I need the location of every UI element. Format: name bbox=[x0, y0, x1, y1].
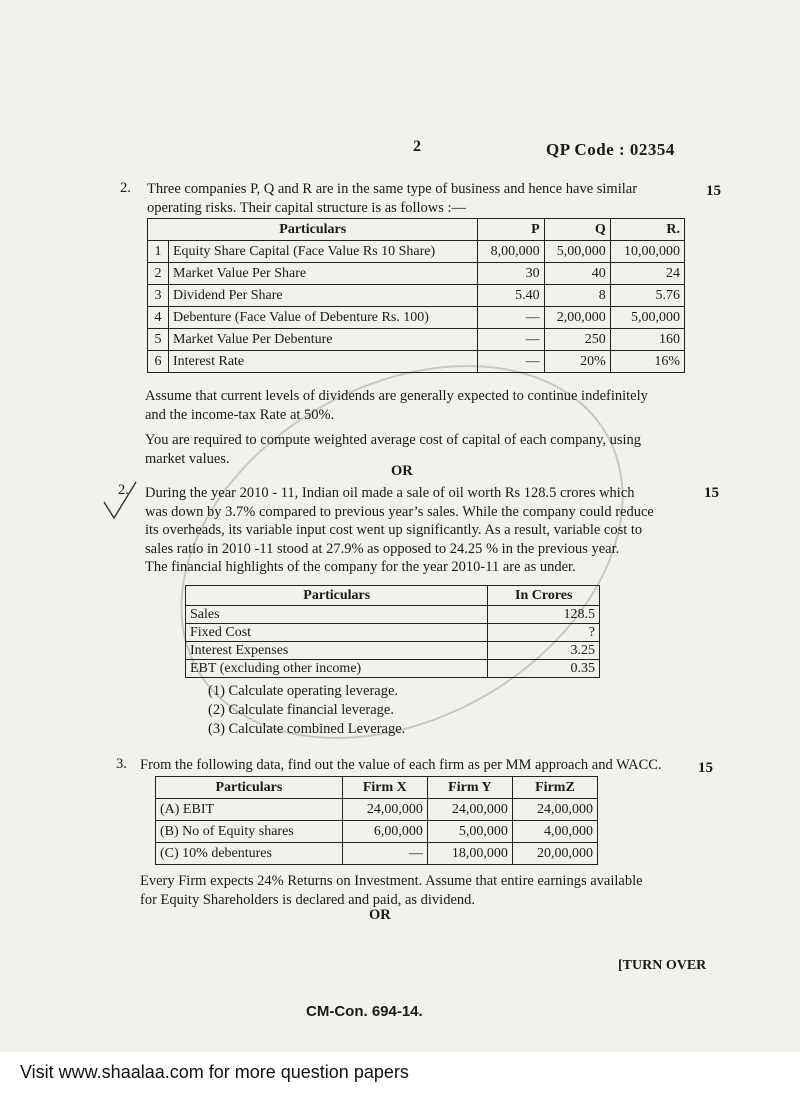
q2-required-line: market values. bbox=[145, 450, 230, 467]
table-row bbox=[148, 285, 685, 307]
q2-assume-line: Assume that current levels of dividends are generally expected to continue indefinitely bbox=[145, 388, 648, 404]
cell-firm-z: 24,00,000 bbox=[512, 799, 597, 821]
cell-r: 160 bbox=[610, 329, 684, 351]
q3-or: OR bbox=[369, 907, 391, 923]
q2-number: 2. bbox=[120, 180, 131, 196]
cell-firm-y: 5,00,000 bbox=[427, 821, 512, 843]
col-header-q: Q bbox=[544, 219, 610, 241]
cell-q: 5,00,000 bbox=[544, 241, 610, 263]
page-number: 2 bbox=[413, 138, 421, 155]
table-row bbox=[156, 799, 598, 821]
row-particular: Equity Share Capital (Face Value Rs 10 Share) bbox=[169, 241, 478, 263]
table-row bbox=[186, 624, 600, 642]
cell-q: 8 bbox=[544, 285, 610, 307]
col-header-firm-x: Firm X bbox=[342, 777, 427, 799]
cell-p: — bbox=[478, 351, 544, 373]
cell-value: 128.5 bbox=[488, 606, 600, 624]
col-header-firm-y: Firm Y bbox=[427, 777, 512, 799]
cell-firm-x: 24,00,000 bbox=[342, 799, 427, 821]
cell-p: 5.40 bbox=[478, 285, 544, 307]
q2-intro-line: Three companies P, Q and R are in the same type of business and hence have similar bbox=[147, 181, 638, 197]
col-header-particulars: Particulars bbox=[156, 777, 343, 799]
table-row bbox=[156, 843, 598, 865]
table-row bbox=[148, 329, 685, 351]
q3-note-line: for Equity Shareholders is declared and paid, as dividend. bbox=[140, 891, 476, 908]
row-particular: Interest Expenses bbox=[186, 642, 488, 660]
q2alt-financial-table bbox=[185, 585, 600, 678]
table-row bbox=[148, 307, 685, 329]
row-serial: 4 bbox=[148, 307, 169, 329]
cell-r: 5.76 bbox=[610, 285, 684, 307]
row-particular: Interest Rate bbox=[169, 351, 478, 373]
cell-p: — bbox=[478, 307, 544, 329]
cell-r: 5,00,000 bbox=[610, 307, 684, 329]
q2alt-task: (2) Calculate financial leverage. bbox=[208, 702, 394, 718]
cell-firm-x: — bbox=[342, 843, 427, 865]
q2-capital-table bbox=[147, 218, 685, 373]
cell-r: 10,00,000 bbox=[610, 241, 684, 263]
q2-intro bbox=[147, 180, 637, 217]
q3-intro: From the following data, find out the value of each firm as per MM approach and WACC. bbox=[140, 757, 662, 773]
q2-required-line: You are required to compute weighted average cost of capital of each company, using bbox=[145, 432, 642, 448]
row-particular: EBT (excluding other income) bbox=[186, 660, 488, 678]
q2alt-line: sales ratio in 2010 -11 stood at 27.9% as opposed to 24.25 % in the previous year. bbox=[145, 540, 620, 557]
q2alt-number: 2. bbox=[118, 482, 129, 498]
cell-p: 30 bbox=[478, 263, 544, 285]
q3-marks: 15 bbox=[698, 760, 713, 776]
row-serial: 2 bbox=[148, 263, 169, 285]
q2alt-task: (1) Calculate operating leverage. bbox=[208, 683, 399, 699]
row-particular: Market Value Per Share bbox=[169, 263, 478, 285]
row-serial: 5 bbox=[148, 329, 169, 351]
footer-site-note: Visit www.shaalaa.com for more question papers bbox=[20, 1062, 409, 1082]
cell-p: 8,00,000 bbox=[478, 241, 544, 263]
q2-assumption bbox=[145, 387, 648, 424]
cell-value: 0.35 bbox=[488, 660, 600, 678]
q3-note bbox=[140, 872, 643, 909]
row-serial: 1 bbox=[148, 241, 169, 263]
cell-firm-z: 20,00,000 bbox=[512, 843, 597, 865]
table-row bbox=[186, 606, 600, 624]
q3-firm-table bbox=[155, 776, 598, 865]
cell-p: — bbox=[478, 329, 544, 351]
row-particular: Debenture (Face Value of Debenture Rs. 100) bbox=[169, 307, 478, 329]
row-particular: (C) 10% debentures bbox=[156, 843, 343, 865]
q2alt-line: its overheads, its variable input cost went up significantly. As a result, variable cost to bbox=[145, 522, 643, 538]
cell-firm-x: 6,00,000 bbox=[342, 821, 427, 843]
col-header-firm-z: FirmZ bbox=[512, 777, 597, 799]
cell-firm-y: 18,00,000 bbox=[427, 843, 512, 865]
row-particular: (B) No of Equity shares bbox=[156, 821, 343, 843]
qp-code: QP Code : 02354 bbox=[546, 140, 675, 159]
q2alt-task: (3) Calculate combined Leverage. bbox=[208, 721, 406, 737]
cell-value: ? bbox=[488, 624, 600, 642]
cell-q: 40 bbox=[544, 263, 610, 285]
row-particular: (A) EBIT bbox=[156, 799, 343, 821]
table-header-row bbox=[156, 777, 598, 799]
table-row bbox=[186, 660, 600, 678]
q2-or: OR bbox=[391, 463, 413, 479]
q2-intro-line: operating risks. Their capital structure is as follows :— bbox=[147, 199, 467, 216]
q3-number: 3. bbox=[116, 756, 127, 772]
row-particular: Sales bbox=[186, 606, 488, 624]
table-header-row bbox=[186, 586, 600, 606]
cell-q: 20% bbox=[544, 351, 610, 373]
row-particular: Fixed Cost bbox=[186, 624, 488, 642]
turn-over: [TURN OVER bbox=[618, 958, 707, 973]
q2-marks: 15 bbox=[706, 183, 721, 199]
table-header-row bbox=[148, 219, 685, 241]
q2alt-line: The financial highlights of the company for the year 2010-11 are as under. bbox=[145, 559, 576, 575]
table-row bbox=[148, 351, 685, 373]
row-particular: Market Value Per Debenture bbox=[169, 329, 478, 351]
cell-q: 2,00,000 bbox=[544, 307, 610, 329]
paper-code: CM-Con. 694-14. bbox=[306, 1003, 423, 1020]
col-header-particulars: Particulars bbox=[186, 586, 488, 606]
row-serial: 6 bbox=[148, 351, 169, 373]
q2alt-text bbox=[145, 484, 654, 577]
q3-note-line: Every Firm expects 24% Returns on Investment. Assume that entire earnings available bbox=[140, 873, 643, 889]
col-header-crores: In Crores bbox=[488, 586, 600, 606]
cell-r: 24 bbox=[610, 263, 684, 285]
q2alt-line: was down by 3.7% compared to previous year’s sales. While the company could reduce bbox=[145, 503, 654, 520]
tick-mark-icon bbox=[100, 480, 140, 522]
row-serial: 3 bbox=[148, 285, 169, 307]
q2alt-line: During the year 2010 - 11, Indian oil made a sale of oil worth Rs 128.5 crores which bbox=[145, 485, 635, 501]
cell-value: 3.25 bbox=[488, 642, 600, 660]
table-row bbox=[148, 263, 685, 285]
col-header-particulars: Particulars bbox=[148, 219, 478, 241]
table-row bbox=[148, 241, 685, 263]
cell-q: 250 bbox=[544, 329, 610, 351]
row-particular: Dividend Per Share bbox=[169, 285, 478, 307]
cell-firm-y: 24,00,000 bbox=[427, 799, 512, 821]
cell-r: 16% bbox=[610, 351, 684, 373]
col-header-p: P bbox=[478, 219, 544, 241]
q2alt-marks: 15 bbox=[704, 485, 719, 501]
q2-assume-line: and the income-tax Rate at 50%. bbox=[145, 406, 335, 423]
cell-firm-z: 4,00,000 bbox=[512, 821, 597, 843]
table-row bbox=[186, 642, 600, 660]
col-header-r: R. bbox=[610, 219, 684, 241]
table-row bbox=[156, 821, 598, 843]
